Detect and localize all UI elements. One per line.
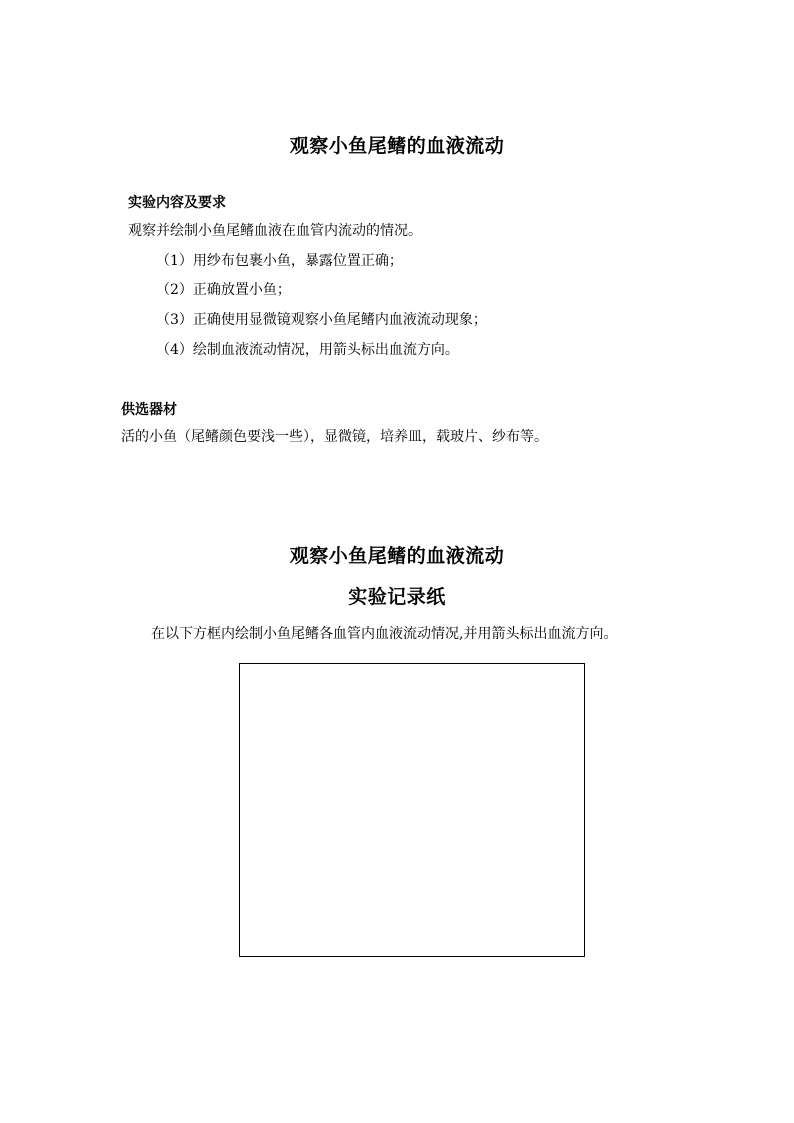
requirement-item-2: （2）正确放置小鱼； (156, 282, 291, 298)
requirements-heading: 实验内容及要求 (128, 195, 226, 211)
requirement-item-4: （4）绘制血液流动情况，用箭头标出血流方向。 (156, 342, 459, 358)
materials-text: 活的小鱼（尾鳍颜色要浅一些），显微镜，培养皿，载玻片、纱布等。 (121, 429, 548, 445)
requirements-intro: 观察并绘制小鱼尾鳍血液在血管内流动的情况。 (128, 223, 422, 239)
record-sheet-title: 观察小鱼尾鳍的血液流动 (289, 545, 505, 567)
drawing-box (239, 663, 585, 957)
record-instruction: 在以下方框内绘制小鱼尾鳍各血管内血液流动情况,并用箭头标出血流方向。 (151, 626, 618, 642)
requirement-item-1: （1）用纱布包裹小鱼，暴露位置正确； (156, 253, 403, 269)
record-sheet-subtitle: 实验记录纸 (348, 586, 446, 608)
materials-heading: 供选器材 (121, 402, 177, 418)
requirement-item-3: （3）正确使用显微镜观察小鱼尾鳍内血液流动现象； (156, 312, 487, 328)
page-title: 观察小鱼尾鳍的血液流动 (289, 135, 505, 157)
